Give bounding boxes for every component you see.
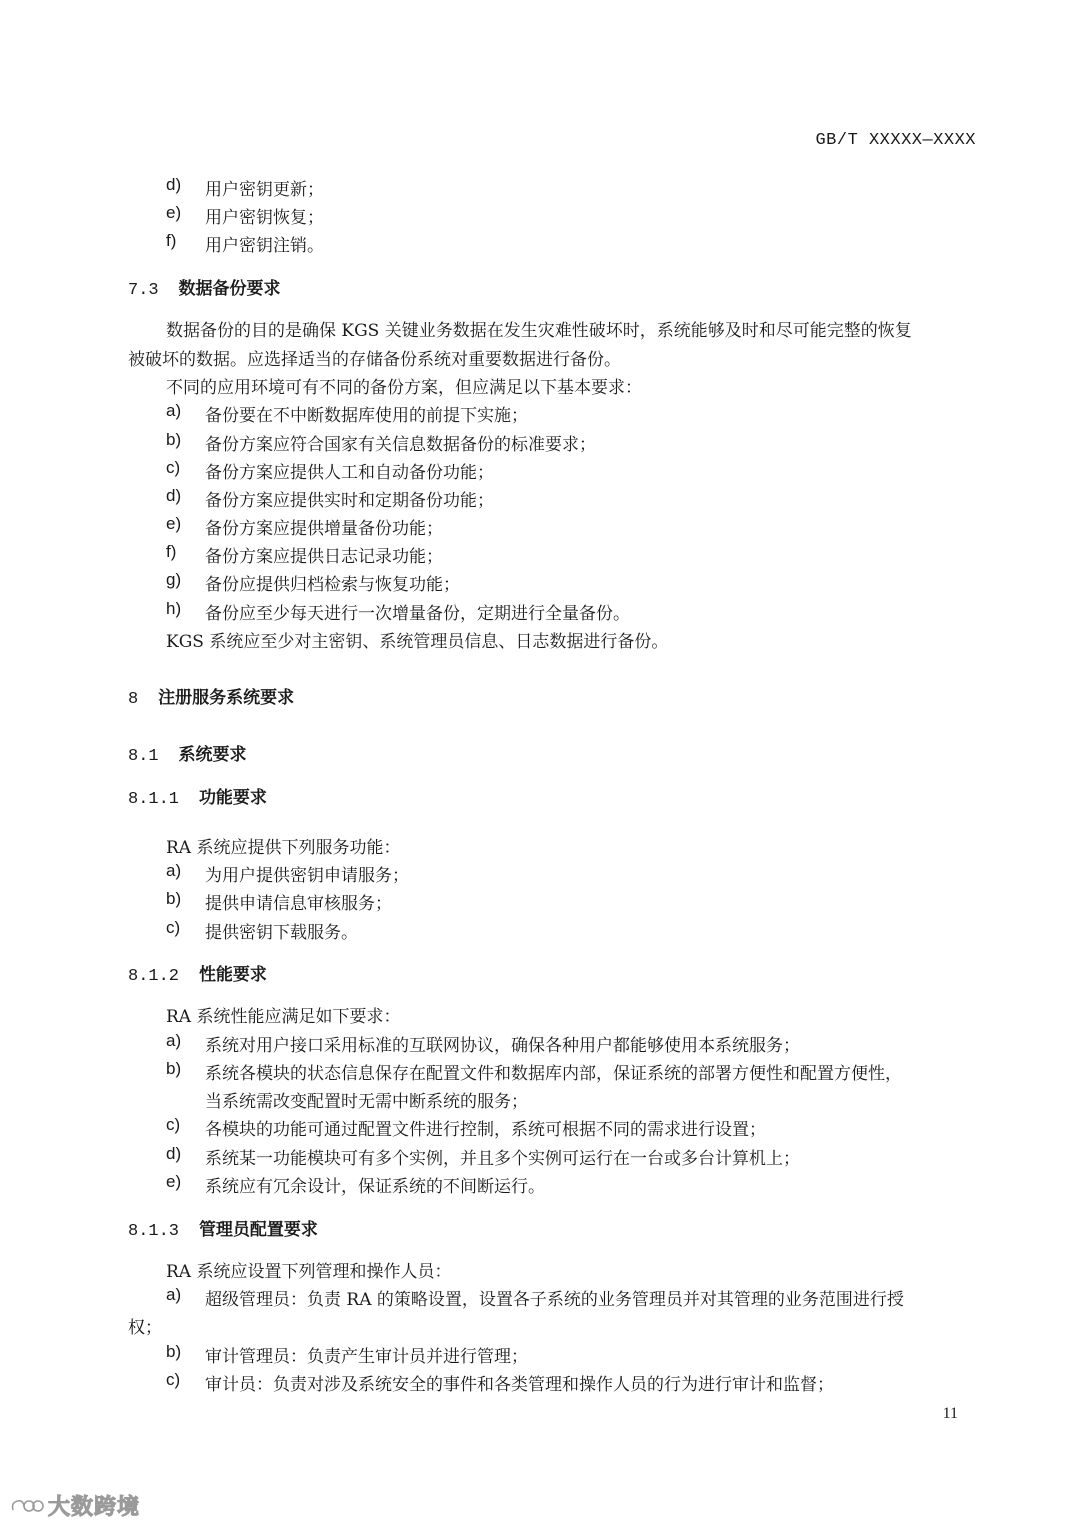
watermark-text: 大数跨境	[48, 1495, 141, 1520]
list-item: 备份应提供归档检索与恢复功能；	[205, 575, 460, 595]
list-item: 审计员：负责对涉及系统安全的事件和各类管理和操作人员的行为进行审计和监督；	[205, 1375, 834, 1395]
list-item: 超级管理员：负责 RA 的策略设置，设置各子系统的业务管理员并对其管理的业务范围进行授	[205, 1290, 904, 1310]
list-item: 备份方案应提供实时和定期备份功能；	[205, 491, 494, 511]
section-title: 系统要求	[178, 745, 247, 765]
section-heading-8-1-2	[128, 960, 267, 986]
section-number: 8.1.2	[128, 967, 180, 986]
section-heading-8	[128, 683, 294, 709]
list-item: 为用户提供密钥申请服务；	[205, 866, 409, 886]
paragraph: 不同的应用环境可有不同的备份方案，但应满足以下基本要求：	[166, 378, 642, 398]
list-item: 各模块的功能可通过配置文件进行控制，系统可根据不同的需求进行设置；	[205, 1120, 766, 1140]
list-marker: a)	[166, 401, 182, 420]
section-number: 8.1.1	[128, 790, 180, 809]
list-marker: d)	[166, 486, 182, 505]
section-title: 功能要求	[198, 788, 267, 808]
section-heading-8-1-3	[128, 1215, 318, 1241]
list-marker: h)	[166, 599, 182, 618]
list-item: 备份要在不中断数据库使用的前提下实施；	[205, 406, 528, 426]
list-marker: a)	[166, 1031, 182, 1050]
list-marker: c)	[166, 1370, 181, 1389]
list-marker: b)	[166, 430, 182, 449]
list-item: 备份方案应符合国家有关信息数据备份的标准要求；	[205, 435, 596, 455]
list-marker: b)	[166, 1059, 182, 1078]
section-heading-8-1-1	[128, 783, 267, 809]
list-item: 提供密钥下载服务。	[205, 923, 358, 943]
list-item: 备份方案应提供人工和自动备份功能；	[205, 463, 494, 483]
list-item: 系统某一功能模块可有多个实例，并且多个实例可运行在一台或多台计算机上；	[205, 1149, 800, 1169]
list-marker: b)	[166, 1342, 182, 1361]
list-marker: e)	[166, 203, 182, 222]
list-marker: c)	[166, 1115, 181, 1134]
section-number: 8	[128, 690, 139, 709]
paragraph: RA 系统性能应满足如下要求：	[166, 1007, 401, 1027]
list-item: 备份方案应提供增量备份功能；	[205, 519, 443, 539]
watermark	[10, 1490, 140, 1521]
list-item-continuation: 权；	[128, 1318, 162, 1338]
list-marker: d)	[166, 175, 182, 194]
list-item: 用户密钥恢复；	[205, 208, 324, 228]
list-marker: c)	[166, 458, 181, 477]
list-marker: g)	[166, 570, 182, 589]
list-item: 系统应有冗余设计，保证系统的不间断运行。	[205, 1177, 545, 1197]
watermark-logo-icon	[10, 1496, 44, 1516]
list-marker: a)	[166, 1285, 182, 1304]
list-marker: a)	[166, 861, 182, 880]
section-heading-7-3	[128, 274, 281, 300]
section-heading-8-1	[128, 740, 247, 766]
section-number: 8.1	[128, 747, 159, 766]
section-title: 性能要求	[198, 965, 267, 985]
section-title: 数据备份要求	[178, 279, 281, 299]
paragraph: RA 系统应设置下列管理和操作人员：	[166, 1262, 452, 1282]
list-item: 备份应至少每天进行一次增量备份，定期进行全量备份。	[205, 604, 630, 624]
list-marker: b)	[166, 889, 182, 908]
list-marker: e)	[166, 1172, 182, 1191]
section-number: 8.1.3	[128, 1222, 180, 1241]
section-title: 注册服务系统要求	[158, 688, 295, 708]
list-marker: f)	[166, 231, 177, 250]
paragraph-continuation: 被破坏的数据。应选择适当的存储备份系统对重要数据进行备份。	[128, 350, 621, 370]
section-title: 管理员配置要求	[198, 1220, 318, 1240]
list-marker: d)	[166, 1144, 182, 1163]
paragraph: RA 系统应提供下列服务功能：	[166, 838, 401, 858]
section-number: 7.3	[128, 281, 159, 300]
list-item: 提供申请信息审核服务；	[205, 894, 392, 914]
list-item: 系统对用户接口采用标准的互联网协议，确保各种用户都能够使用本系统服务；	[205, 1036, 800, 1056]
list-marker: f)	[166, 542, 177, 561]
paragraph: 数据备份的目的是确保 KGS 关键业务数据在发生灾难性破坏时，系统能够及时和尽可能完整的恢复	[166, 321, 912, 341]
list-item: 系统各模块的状态信息保存在配置文件和数据库内部，保证系统的部署方便性和配置方便性，	[205, 1064, 902, 1084]
list-item: 用户密钥注销。	[205, 236, 324, 256]
document-code: GB/T XXXXX—XXXX	[815, 131, 976, 150]
page-number: 11	[942, 1405, 958, 1422]
paragraph: KGS 系统应至少对主密钥、系统管理员信息、日志数据进行备份。	[166, 632, 669, 652]
list-item: 用户密钥更新；	[205, 180, 324, 200]
list-item-continuation: 当系统需改变配置时无需中断系统的服务；	[205, 1092, 528, 1112]
list-item: 审计管理员：负责产生审计员并进行管理；	[205, 1347, 528, 1367]
list-item: 备份方案应提供日志记录功能；	[205, 547, 443, 567]
list-marker: c)	[166, 918, 181, 937]
list-marker: e)	[166, 514, 182, 533]
